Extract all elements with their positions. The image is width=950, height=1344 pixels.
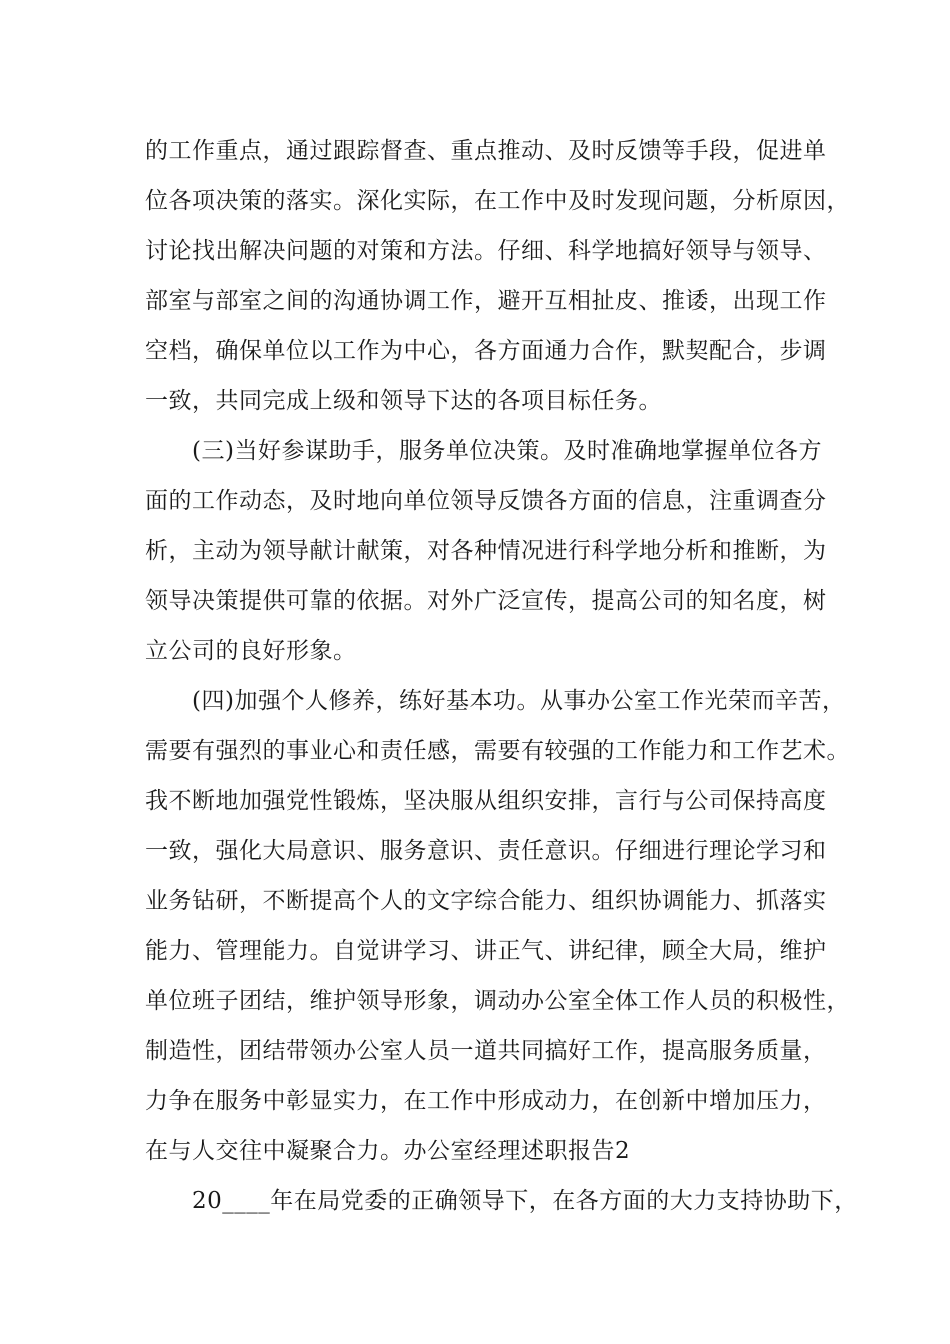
paragraph-start: 20____年在局党委的正确领导下，在各方面的大力支持协助下， bbox=[192, 1188, 858, 1214]
text-line: 析，主动为领导献计献策，对各种情况进行科学地分析和推断，为 bbox=[145, 538, 827, 564]
text-line: 一致，共同完成上级和领导下达的各项目标任务。 bbox=[145, 388, 662, 414]
text-line: 部室与部室之间的沟通协调工作，避开互相扯皮、推诿，出现工作 bbox=[145, 288, 827, 314]
text-line: 单位班子团结，维护领导形象，调动办公室全体工作人员的积极性， bbox=[145, 988, 850, 1014]
text-line: 的工作重点，通过跟踪督查、重点推动、及时反馈等手段，促进单 bbox=[145, 138, 827, 164]
text-line: 立公司的良好形象。 bbox=[145, 638, 357, 664]
text-line: 讨论找出解决问题的对策和方法。仔细、科学地搞好领导与领导、 bbox=[145, 238, 827, 264]
text-line: 一致，强化大局意识、服务意识、责任意识。仔细进行理论学习和 bbox=[145, 838, 827, 864]
text-line: 需要有强烈的事业心和责任感，需要有较强的工作能力和工作艺术。 bbox=[145, 738, 850, 764]
text-line: 面的工作动态，及时地向单位领导反馈各方面的信息，注重调查分 bbox=[145, 488, 827, 514]
text-line: 位各项决策的落实。深化实际，在工作中及时发现问题，分析原因， bbox=[145, 188, 850, 214]
paragraph-heading-four: (四)加强个人修养，练好基本功。从事办公室工作光荣而辛苦， bbox=[192, 688, 846, 714]
text-line: 力争在服务中彰显实力，在工作中形成动力，在创新中增加压力， bbox=[145, 1088, 827, 1114]
text-line: 在与人交往中凝聚合力。办公室经理述职报告2 bbox=[145, 1138, 631, 1164]
text-line: 业务钻研，不断提高个人的文字综合能力、组织协调能力、抓落实 bbox=[145, 888, 827, 914]
text-line: 空档，确保单位以工作为中心，各方面通力合作，默契配合，步调 bbox=[145, 338, 827, 364]
text-line: 制造性，团结带领办公室人员一道共同搞好工作，提高服务质量， bbox=[145, 1038, 827, 1064]
text-line: 我不断地加强党性锻炼，坚决服从组织安排，言行与公司保持高度 bbox=[145, 788, 827, 814]
text-line: 领导决策提供可靠的依据。对外广泛宣传，提高公司的知名度，树 bbox=[145, 588, 827, 614]
paragraph-heading-three: (三)当好参谋助手，服务单位决策。及时准确地掌握单位各方 bbox=[192, 438, 822, 464]
text-line: 能力、管理能力。自觉讲学习、讲正气、讲纪律，顾全大局，维护 bbox=[145, 938, 827, 964]
